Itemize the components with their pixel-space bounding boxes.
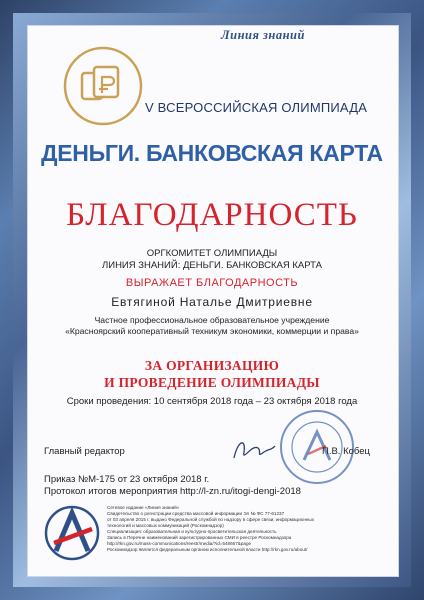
footer-line-1: Сетевое издание «Линия знаний»: [107, 505, 180, 510]
committee-block: [30, 248, 394, 272]
signature-icon: [228, 434, 278, 464]
footer-line-7[interactable]: http://rkn.gov.ru/mass-communications/reestr/media/?id=548667&page: [107, 541, 252, 546]
brand-name: Линия знаний: [221, 28, 305, 42]
certificate-heading: БЛАГОДАРНОСТЬ: [66, 197, 358, 233]
editor-name: П.В. Кобец: [322, 446, 370, 457]
publisher-logo-icon: [44, 503, 100, 563]
institution-block: [30, 315, 394, 337]
committee-line-2: ЛИНИЯ ЗНАНИЙ: ДЕНЬГИ. БАНКОВСКАЯ КАРТА: [102, 260, 322, 271]
reason-line-1: ЗА ОРГАНИЗАЦИЮ: [144, 358, 280, 373]
reason-line-2: И ПРОВЕДЕНИЕ ОЛИМПИАДЫ: [104, 375, 320, 390]
recipient-name: Евтягиной Наталье Дмитриевне: [111, 295, 313, 309]
series-title: ДЕНЬГИ. БАНКОВСКАЯ КАРТА: [41, 140, 383, 166]
expresses-gratitude: ВЫРАЖАЕТ БЛАГОДАРНОСТЬ: [125, 277, 299, 289]
olympiad-title: V ВСЕРОССИЙСКАЯ ОЛИМПИАДА: [145, 100, 368, 115]
footer-line-8: Роскомнадзор является федеральным органом исполнительной власти http://rkn.gov.ru/about/: [107, 547, 308, 552]
committee-line-1: ОРГКОМИТЕТ ОЛИМПИАДЫ: [146, 248, 278, 259]
order-number: Приказ №М-175 от 23 октября 2018 г.: [44, 474, 210, 485]
footer-line-2: Свидетельство о регистрации средства массовой информации Эл № ФС 77-61237: [107, 511, 285, 516]
institution-line-2: «Красноярский кооперативный техникум экономики, коммерции и права»: [65, 326, 359, 336]
protocol-link[interactable]: Протокол итогов мероприятия http://l-zn.ru/itogi-dengi-2018: [44, 486, 301, 497]
footer-registration-info: [107, 505, 377, 553]
olympiad-logo-icon: [62, 45, 144, 127]
reason-block: [30, 357, 394, 391]
editor-label: Главный редактор: [44, 446, 125, 457]
footer-line-4: технологий и массовых коммуникаций (Роскомнадзор): [107, 523, 224, 528]
footer-line-5: Специализация: образовательная и культурно-просветительская деятельность: [107, 529, 277, 534]
footer-line-3: от 03 апреля 2015 г. выдано Федеральной службой по надзору в сфере связи, информационных: [107, 517, 314, 522]
footer-line-6: Запись в Перечне наименований зарегистрированных СМИ в реестре Роскомнадзора: [107, 535, 292, 540]
event-dates: Сроки проведения: 10 сентября 2018 года – 23 октября 2018 года: [66, 396, 358, 407]
institution-line-1: Частное профессиональное образовательное учреждение: [94, 315, 330, 325]
